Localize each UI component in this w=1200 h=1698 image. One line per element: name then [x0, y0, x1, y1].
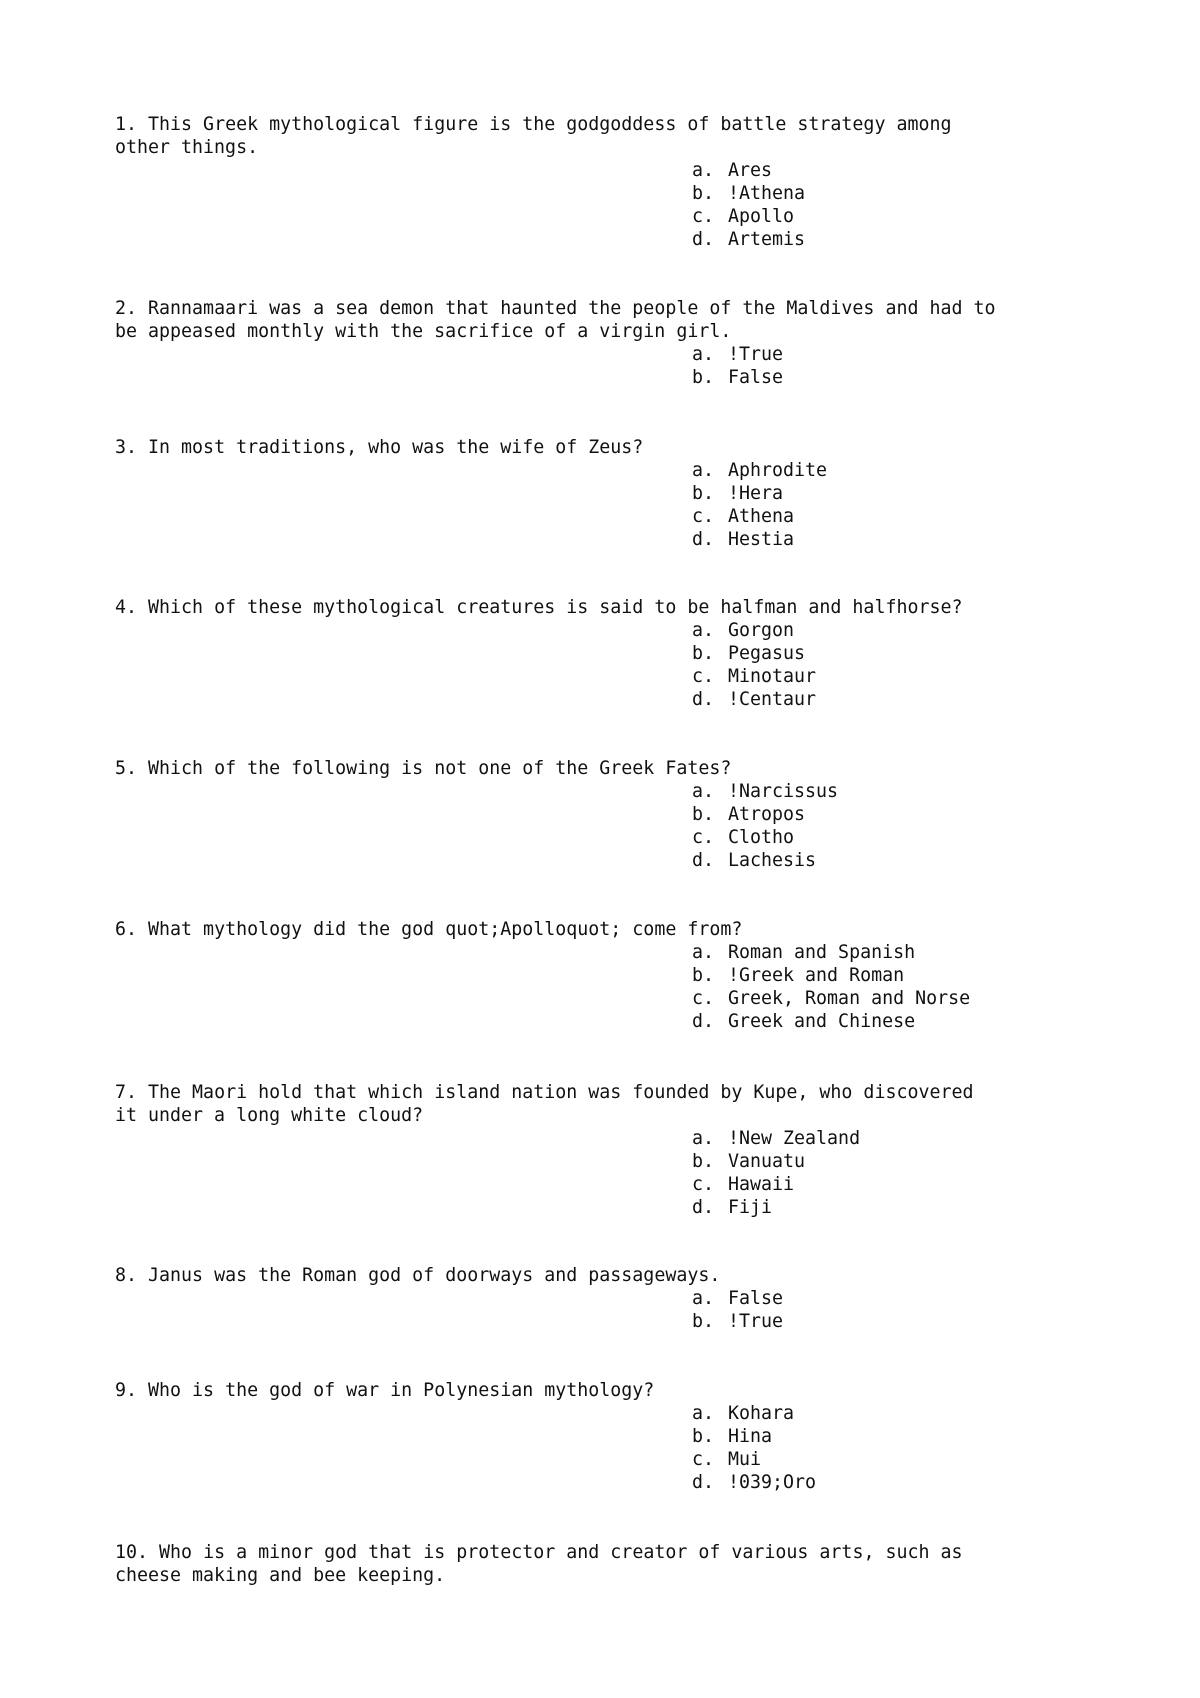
- question-block: [115, 1081, 1095, 1219]
- answer-option: [692, 1010, 1095, 1033]
- answer-option: [692, 505, 1095, 528]
- question-text: [115, 1081, 1095, 1104]
- answer-option: [692, 1287, 1095, 1310]
- answer-options: [115, 1287, 1095, 1333]
- option-text: Lachesis: [728, 850, 817, 871]
- option-letter: a.: [692, 344, 715, 365]
- option-text: Atropos: [728, 804, 806, 825]
- question-block: [115, 1264, 1095, 1333]
- option-letter: a.: [692, 460, 715, 481]
- question-text: [115, 918, 1095, 941]
- answer-option: [692, 482, 1095, 505]
- answer-option: [692, 1310, 1095, 1333]
- option-letter: c.: [692, 206, 715, 227]
- answer-option: [692, 1425, 1095, 1448]
- question-number: 6.: [115, 919, 138, 940]
- question-line: This Greek mythological figure is the godgoddess of battle strategy among: [148, 114, 952, 135]
- answer-option: [692, 1127, 1095, 1150]
- option-text: False: [728, 367, 784, 388]
- option-text: !039;Oro: [728, 1472, 817, 1493]
- answer-option: [692, 366, 1095, 389]
- option-text: Greek, Roman and Norse: [728, 988, 971, 1009]
- option-text: Gorgon: [728, 620, 795, 641]
- question-text-continued: it under a long white cloud?: [115, 1105, 424, 1126]
- option-letter: d.: [692, 1197, 715, 1218]
- answer-option: [692, 987, 1095, 1010]
- answer-option: [692, 780, 1095, 803]
- question-block: [115, 1379, 1095, 1494]
- option-letter: a.: [692, 1128, 715, 1149]
- answer-option: [692, 803, 1095, 826]
- option-text: !True: [728, 1311, 784, 1332]
- answer-options: [115, 619, 1095, 711]
- option-letter: b.: [692, 183, 715, 204]
- option-letter: b.: [692, 643, 715, 664]
- option-text: Hina: [728, 1426, 773, 1447]
- question-text-continued: be appeased monthly with the sacrifice of a virgin girl.: [115, 321, 732, 342]
- question-line: In most traditions, who was the wife of Zeus?: [148, 437, 644, 458]
- question-block: [115, 436, 1095, 551]
- option-letter: a.: [692, 781, 715, 802]
- question-text-continued: other things.: [115, 137, 259, 158]
- option-text: Pegasus: [728, 643, 806, 664]
- option-letter: d.: [692, 1472, 715, 1493]
- option-letter: c.: [692, 666, 715, 687]
- answer-option: [692, 182, 1095, 205]
- answer-option: [692, 528, 1095, 551]
- question-number: 3.: [115, 437, 138, 458]
- option-text: Minotaur: [728, 666, 817, 687]
- answer-options: [115, 941, 1095, 1033]
- question-line: Which of the following is not one of the Greek Fates?: [148, 758, 732, 779]
- option-letter: b.: [692, 483, 715, 504]
- option-text: !New Zealand: [728, 1128, 861, 1149]
- question-line: The Maori hold that which island nation was founded by Kupe, who discovered: [148, 1082, 974, 1103]
- option-text: Athena: [728, 506, 795, 527]
- option-text: !Centaur: [728, 689, 817, 710]
- answer-options: [115, 1127, 1095, 1219]
- question-text: [115, 757, 1095, 780]
- option-text: Hawaii: [728, 1174, 795, 1195]
- question-text: [115, 1264, 1095, 1287]
- option-letter: a.: [692, 620, 715, 641]
- option-text: !Greek and Roman: [728, 965, 905, 986]
- question-line: Janus was the Roman god of doorways and passageways.: [148, 1265, 721, 1286]
- option-letter: b.: [692, 804, 715, 825]
- question-number: 7.: [115, 1082, 138, 1103]
- option-text: !Hera: [728, 483, 784, 504]
- option-letter: a.: [692, 160, 715, 181]
- question-number: 9.: [115, 1380, 138, 1401]
- option-text: Clotho: [728, 827, 795, 848]
- option-text: Ares: [728, 160, 773, 181]
- answer-option: [692, 1471, 1095, 1494]
- option-letter: b.: [692, 1311, 715, 1332]
- option-text: Artemis: [728, 229, 806, 250]
- option-text: Hestia: [728, 529, 795, 550]
- answer-option: [692, 343, 1095, 366]
- option-text: False: [728, 1288, 784, 1309]
- answer-option: [692, 159, 1095, 182]
- option-letter: c.: [692, 988, 715, 1009]
- answer-option: [692, 1173, 1095, 1196]
- option-letter: c.: [692, 1449, 715, 1470]
- question-text: [115, 1379, 1095, 1402]
- answer-options: [115, 1402, 1095, 1494]
- question-number: 4.: [115, 597, 138, 618]
- option-letter: b.: [692, 965, 715, 986]
- question-line: Rannamaari was a sea demon that haunted the people of the Maldives and had to: [148, 298, 996, 319]
- question-text: [115, 596, 1095, 619]
- option-letter: c.: [692, 506, 715, 527]
- option-letter: b.: [692, 367, 715, 388]
- answer-options: [115, 780, 1095, 872]
- option-text: !Athena: [728, 183, 806, 204]
- question-number: 8.: [115, 1265, 138, 1286]
- question-line: Which of these mythological creatures is said to be halfman and halfhorse?: [148, 597, 963, 618]
- answer-options: [115, 159, 1095, 251]
- answer-option: [692, 941, 1095, 964]
- option-letter: b.: [692, 1151, 715, 1172]
- option-letter: c.: [692, 1174, 715, 1195]
- question-number: 10.: [115, 1542, 149, 1563]
- option-letter: c.: [692, 827, 715, 848]
- option-text: Vanuatu: [728, 1151, 806, 1172]
- question-text-continued: cheese making and bee keeping.: [115, 1565, 446, 1586]
- option-letter: d.: [692, 850, 715, 871]
- option-text: Apollo: [728, 206, 795, 227]
- answer-option: [692, 1402, 1095, 1425]
- option-letter: d.: [692, 229, 715, 250]
- question-block: [115, 596, 1095, 711]
- answer-option: [692, 459, 1095, 482]
- question-text: [115, 113, 1095, 136]
- answer-option: [692, 228, 1095, 251]
- answer-option: [692, 826, 1095, 849]
- question-block: [115, 918, 1095, 1033]
- question-number: 5.: [115, 758, 138, 779]
- option-text: Fiji: [728, 1197, 773, 1218]
- option-text: Aphrodite: [728, 460, 828, 481]
- option-letter: d.: [692, 689, 715, 710]
- option-text: !True: [728, 344, 784, 365]
- option-text: Mui: [728, 1449, 762, 1470]
- answer-option: [692, 1196, 1095, 1219]
- option-text: Greek and Chinese: [728, 1011, 916, 1032]
- question-block: [115, 1541, 1095, 1587]
- question-line: What mythology did the god quot;Apolloquot; come from?: [148, 919, 743, 940]
- answer-option: [692, 665, 1095, 688]
- question-block: [115, 297, 1095, 389]
- answer-options: [115, 459, 1095, 551]
- question-line: Who is a minor god that is protector and creator of various arts, such as: [159, 1542, 963, 1563]
- answer-option: [692, 205, 1095, 228]
- question-block: [115, 113, 1095, 251]
- question-line: Who is the god of war in Polynesian mythology?: [148, 1380, 655, 1401]
- question-block: [115, 757, 1095, 872]
- question-text: [115, 436, 1095, 459]
- option-letter: a.: [692, 1403, 715, 1424]
- question-text: [115, 297, 1095, 320]
- option-text: !Narcissus: [728, 781, 839, 802]
- question-number: 2.: [115, 298, 138, 319]
- answer-option: [692, 849, 1095, 872]
- question-number: 1.: [115, 114, 138, 135]
- question-text: [115, 1541, 1095, 1564]
- answer-option: [692, 688, 1095, 711]
- option-letter: a.: [692, 942, 715, 963]
- option-letter: b.: [692, 1426, 715, 1447]
- option-letter: d.: [692, 529, 715, 550]
- answer-option: [692, 619, 1095, 642]
- option-text: Roman and Spanish: [728, 942, 916, 963]
- answer-option: [692, 964, 1095, 987]
- answer-option: [692, 1150, 1095, 1173]
- option-letter: d.: [692, 1011, 715, 1032]
- answer-option: [692, 1448, 1095, 1471]
- answer-option: [692, 642, 1095, 665]
- answer-options: [115, 343, 1095, 389]
- option-text: Kohara: [728, 1403, 795, 1424]
- option-letter: a.: [692, 1288, 715, 1309]
